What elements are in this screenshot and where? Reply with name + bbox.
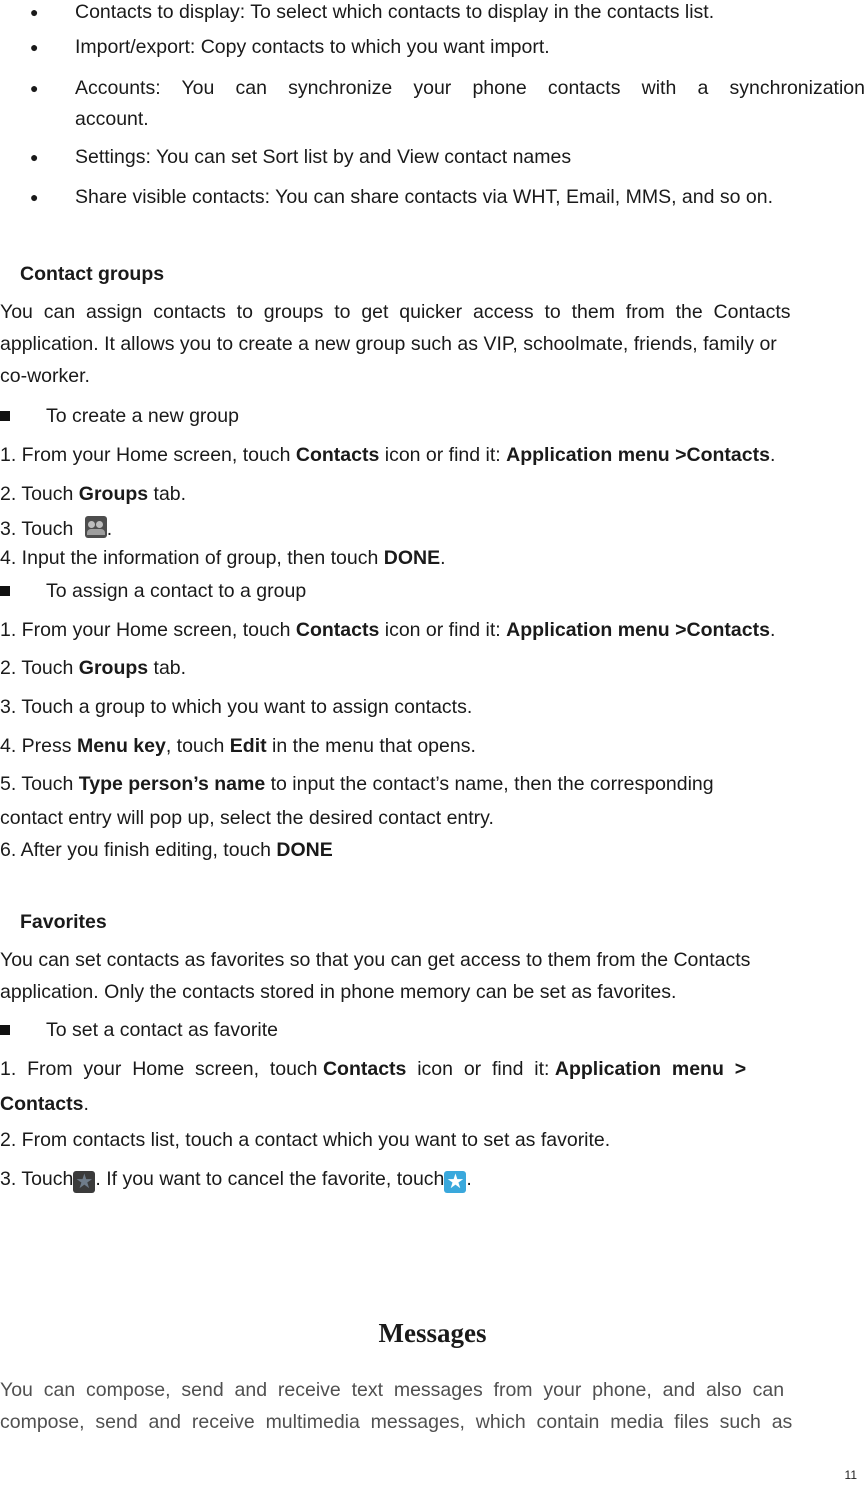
paragraph-line: You can assign contacts to groups to get quicker access to them from the Contacts — [0, 301, 791, 323]
bullet-text: Contacts to display: To select which contacts to display in the contacts list. — [75, 1, 715, 23]
paragraph-line: You can set contacts as favorites so that you can get access to them from the Contacts — [0, 949, 751, 971]
step-line: 1. From your Home screen, touch Contacts icon or find it: Application menu >Contacts. — [0, 619, 776, 641]
bullet-text: Import/export: Copy contacts to which you want import. — [75, 36, 550, 58]
step-line: 3. Touch . — [0, 518, 113, 540]
step-line-continuation: Contacts. — [0, 1093, 89, 1115]
square-bullet-icon — [0, 411, 10, 421]
paragraph-line: compose, send and receive multimedia messages, which contain media files such as — [0, 1411, 793, 1433]
subsection-title: To set a contact as favorite — [46, 1019, 278, 1041]
step-line: 5. Touch Type person’s name to input the contact’s name, then the corresponding — [0, 773, 714, 795]
step-line: 1. From your Home screen, touch Contacts icon or find it: Application menu > — [0, 1058, 747, 1080]
step-line-continuation: contact entry will pop up, select the desired contact entry. — [0, 807, 494, 829]
bullet-dot: ● — [30, 149, 39, 165]
bullet-dot: ● — [30, 80, 39, 96]
step-line: 4. Press Menu key, touch Edit in the menu that opens. — [0, 735, 476, 757]
step-line: 1. From your Home screen, touch Contacts icon or find it: Application menu >Contacts. — [0, 444, 776, 466]
page-number: 11 — [844, 1468, 857, 1482]
section-heading-contact-groups: Contact groups — [20, 263, 165, 285]
star-icon: ★ — [73, 1171, 95, 1193]
step-line: 2. Touch Groups tab. — [0, 657, 187, 679]
bullet-dot: ● — [30, 4, 39, 20]
step-line: 3. Touch a group to which you want to assign contacts. — [0, 696, 473, 718]
subsection-title: To assign a contact to a group — [46, 580, 307, 602]
step-line: 3. Touch ★ . If you want to cancel the favorite, touch ★ . — [0, 1168, 472, 1193]
paragraph-line: You can compose, send and receive text messages from your phone, and also can — [0, 1379, 785, 1401]
step-line: 2. Touch Groups tab. — [0, 483, 187, 505]
bullet-dot: ● — [30, 39, 39, 55]
section-heading-favorites: Favorites — [20, 911, 107, 933]
add-group-icon — [85, 516, 107, 538]
subsection-title: To create a new group — [46, 405, 239, 427]
bullet-text: Accounts: You can synchronize your phone contacts with a synchronization — [75, 77, 865, 99]
step-line: 6. After you finish editing, touch DONE — [0, 839, 333, 861]
step-line: 2. From contacts list, touch a contact which you want to set as favorite. — [0, 1129, 611, 1151]
square-bullet-icon — [0, 586, 10, 596]
paragraph-line: application. Only the contacts stored in phone memory can be set as favorites. — [0, 981, 677, 1003]
bullet-dot: ● — [30, 189, 39, 205]
star-selected-icon: ★ — [444, 1171, 466, 1193]
bullet-text: Settings: You can set Sort list by and View contact names — [75, 146, 572, 168]
bullet-text: account. — [75, 108, 149, 130]
step-line: 4. Input the information of group, then touch DONE. — [0, 547, 446, 569]
square-bullet-icon — [0, 1025, 10, 1035]
bullet-text: Share visible contacts: You can share contacts via WHT, Email, MMS, and so on. — [75, 186, 773, 208]
paragraph-line: application. It allows you to create a new group such as VIP, schoolmate, friends, family or — [0, 333, 777, 355]
paragraph-line: co-worker. — [0, 365, 90, 387]
section-title-messages: Messages — [378, 1318, 487, 1348]
